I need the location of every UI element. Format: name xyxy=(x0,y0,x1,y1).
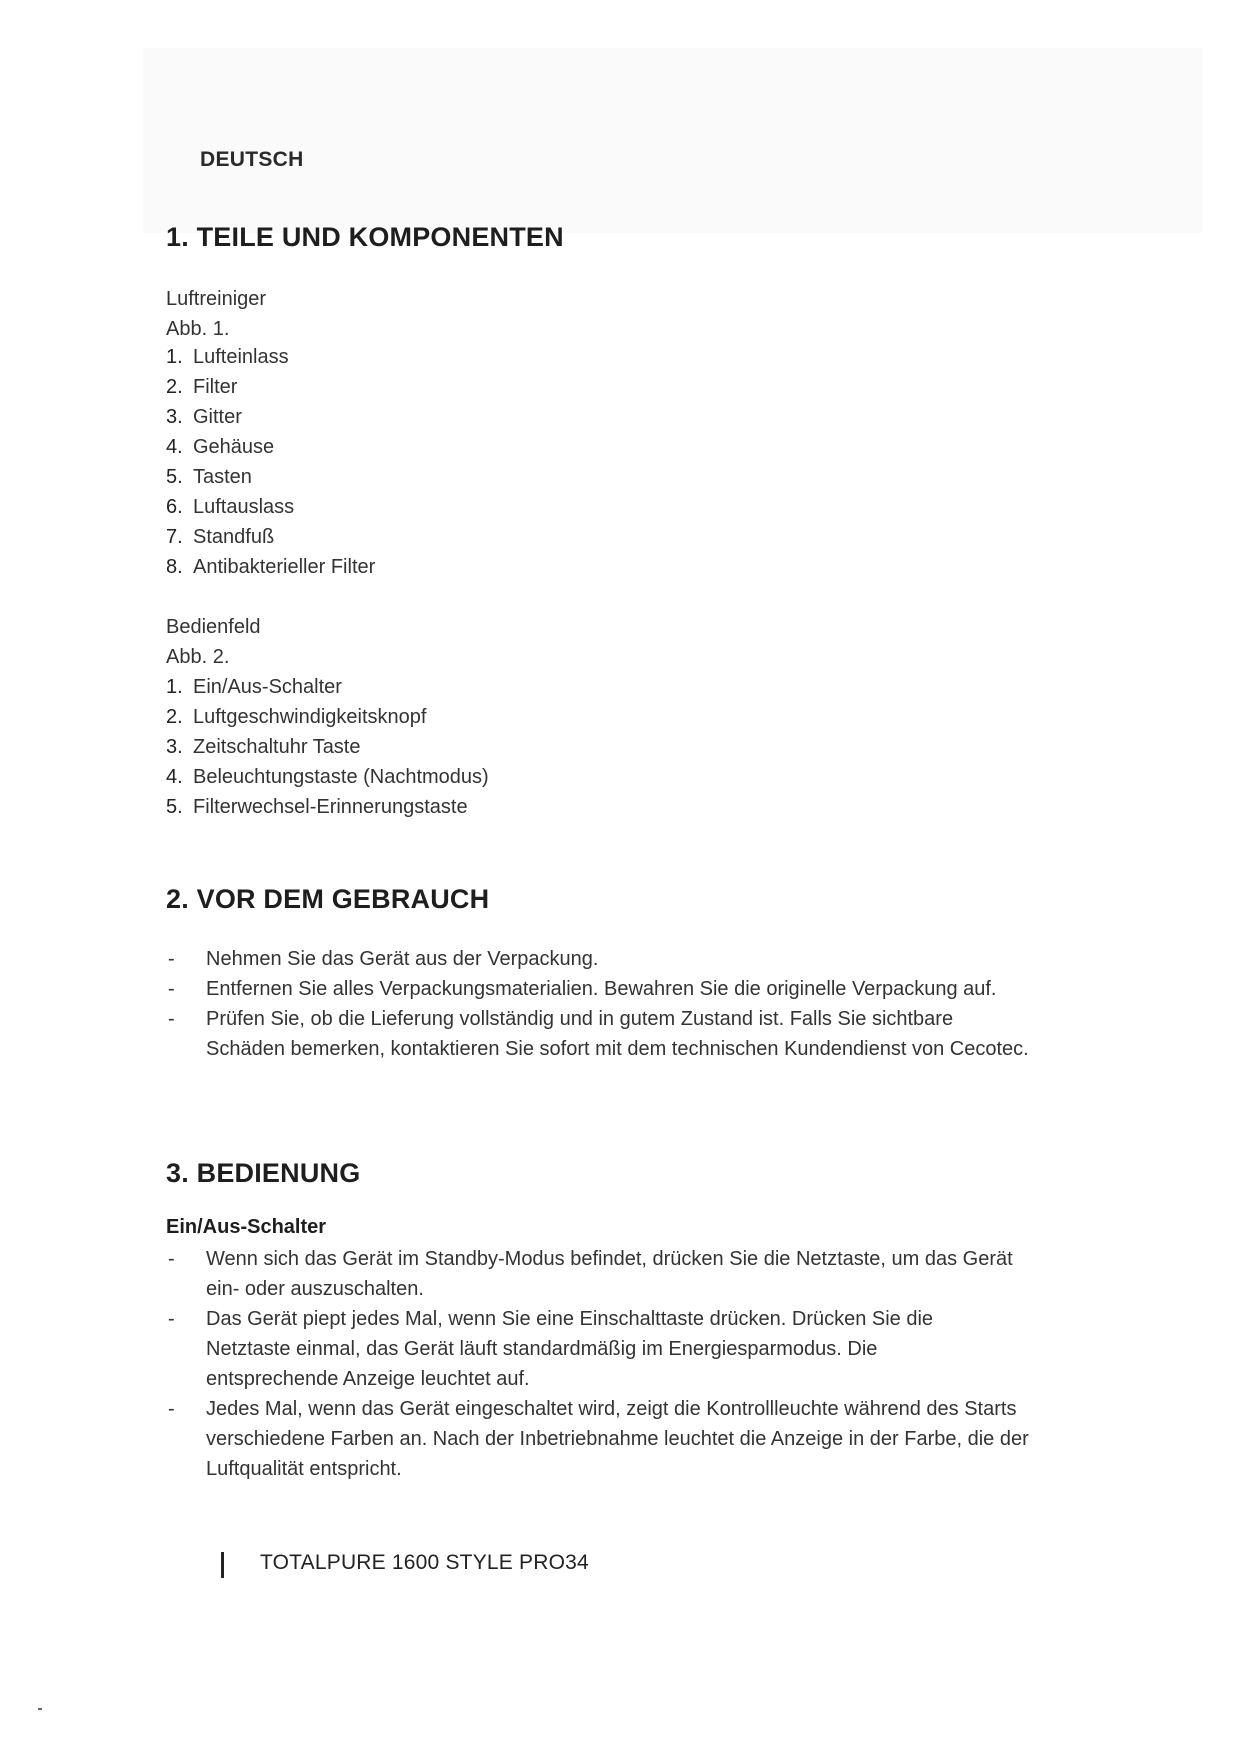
group-1-figure: Abb. 1. xyxy=(166,318,230,340)
control-panel-list xyxy=(166,672,489,822)
list-item: 3. Gitter xyxy=(166,406,242,428)
list-item: 2. Luftgeschwindigkeitsknopf xyxy=(166,706,427,728)
list-item: 4. Beleuchtungstaste (Nachtmodus) xyxy=(166,766,489,788)
list-item: 1. Lufteinlass xyxy=(166,346,289,368)
section-3-title: 3. BEDIENUNG xyxy=(166,1158,361,1188)
scan-mark xyxy=(38,1708,42,1710)
parts-list xyxy=(166,342,375,582)
list-item: - Wenn sich das Gerät im Standby-Modus befindet, drücken Sie die Netztaste, um das Gerät ein- oder auszuschalten. xyxy=(168,1248,1013,1300)
list-item: 5. Filterwechsel-Erinnerungstaste xyxy=(166,796,468,818)
list-item: - Prüfen Sie, ob die Lieferung vollständig und in gutem Zustand ist. Falls Sie sichtbare Schäden bemerken, kontaktieren Sie sofort mit dem technischen Kundendienst von Cecotec. xyxy=(168,1008,1029,1060)
group-1-name: Luftreiniger xyxy=(166,288,267,310)
footer-model: TOTALPURE 1600 STYLE PRO34 xyxy=(260,1551,589,1574)
section-2-title: 2. VOR DEM GEBRAUCH xyxy=(166,884,490,914)
section-1-title: 1. TEILE UND KOMPONENTEN xyxy=(166,222,564,252)
list-item: - Das Gerät piept jedes Mal, wenn Sie eine Einschalttaste drücken. Drücken Sie die Netztaste einmal, das Gerät läuft standardmäßig im Energiesparmodus. Die entsprechende Anzeige leuchtet auf. xyxy=(168,1308,934,1390)
list-item: - Nehmen Sie das Gerät aus der Verpackung. xyxy=(168,948,599,970)
group-2-name: Bedienfeld xyxy=(166,616,261,638)
page-number: 34 xyxy=(565,1551,589,1574)
group-2-figure: Abb. 2. xyxy=(166,646,230,668)
list-item: - Jedes Mal, wenn das Gerät eingeschaltet wird, zeigt die Kontrollleuchte während des Starts verschiedene Farben an. Nach der Inbetriebnahme leuchtet die Anzeige in der Farbe, die der Luftqualität entspricht. xyxy=(168,1398,1029,1480)
list-item: 4. Gehäuse xyxy=(166,436,275,458)
list-item: 6. Luftauslass xyxy=(166,496,295,518)
list-item: 8. Antibakterieller Filter xyxy=(166,556,376,578)
power-switch-subtitle: Ein/Aus-Schalter xyxy=(166,1216,327,1238)
list-item: 5. Tasten xyxy=(166,466,252,488)
list-item: - Entfernen Sie alles Verpackungsmaterialien. Bewahren Sie die originelle Verpackung auf. xyxy=(168,978,997,1000)
operation-list xyxy=(166,1244,1066,1484)
list-item: 1. Ein/Aus-Schalter xyxy=(166,676,342,698)
preparation-list xyxy=(166,944,1066,1064)
language-label: DEUTSCH xyxy=(200,148,304,171)
list-item: 7. Standfuß xyxy=(166,526,275,548)
list-item: 2. Filter xyxy=(166,376,238,398)
list-item: 3. Zeitschaltuhr Taste xyxy=(166,736,361,758)
footer-divider xyxy=(221,1552,224,1578)
